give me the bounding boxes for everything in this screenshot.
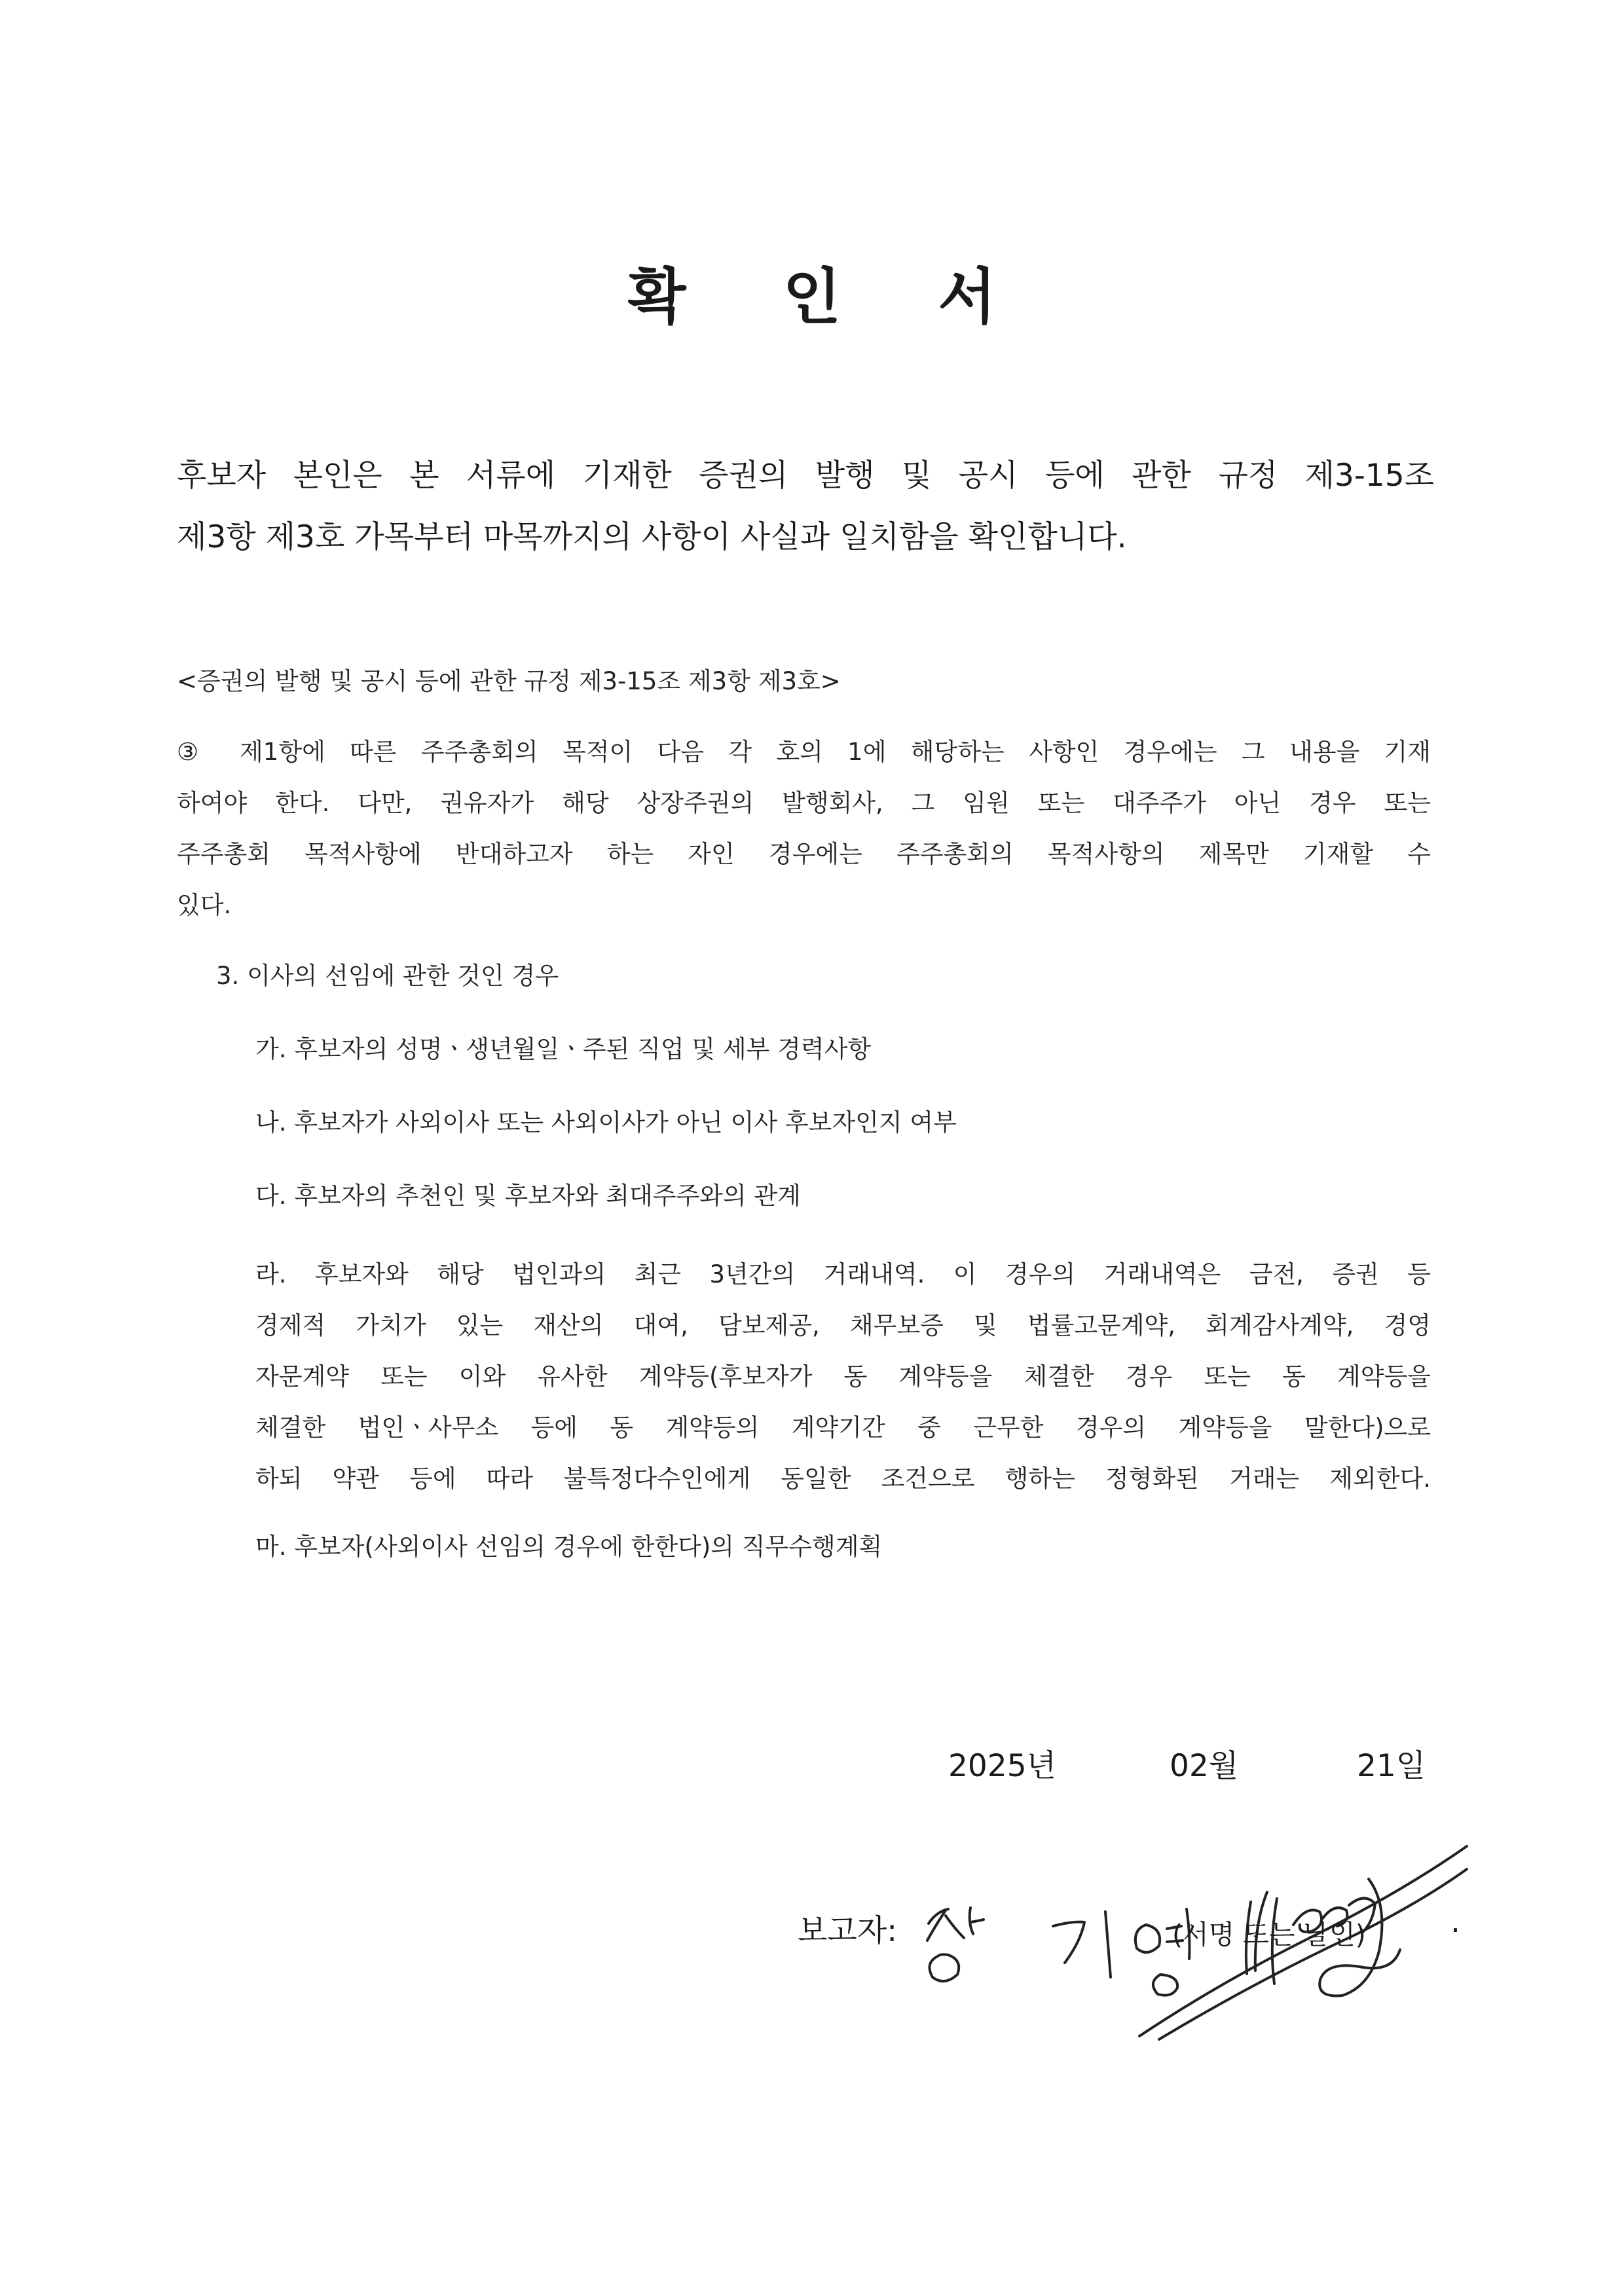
sub-item-ra-line: 체결한 법인ㆍ사무소 등에 동 계약등의 계약기간 중 근무한 경우의 계약등을 말한다)으로 (255, 1413, 1431, 1442)
sub-item-ra-line: 라. 후보자와 해당 법인과의 최근 3년간의 거래내역. 이 경우의 거래내역은 금전, 증권 등 (255, 1260, 1431, 1288)
date-month: 02월 (1170, 1748, 1239, 1784)
sub-item-ga: 가. 후보자의 성명ㆍ생년월일ㆍ주된 직업 및 세부 경력사항 (255, 1035, 872, 1063)
sub-item-ra (255, 1249, 1431, 1504)
paragraph-line: ③ 제1항에 따른 주주총회의 목적이 다음 각 호의 1에 해당하는 사항인 경우에는 그 내용을 기재 (177, 738, 1431, 766)
regulation-title: <증권의 발행 및 공시 등에 관한 규정 제3-15조 제3항 제3호> (177, 667, 841, 695)
reporter-label: 보고자: (798, 1913, 898, 1949)
intro-statement (177, 445, 1434, 568)
sub-item-ra-line: 하되 약관 등에 따라 불특정다수인에게 동일한 조건으로 행하는 정형화된 거래는 제외한다. (255, 1465, 1431, 1493)
regulation-paragraph-3 (177, 727, 1431, 931)
sub-item-ra-line: 경제적 가치가 있는 재산의 대여, 담보제공, 채무보증 및 법률고문계약, 회계감사계약, 경영 (255, 1311, 1431, 1339)
paragraph-line: 하여야 한다. 다만, 권유자가 해당 상장주권의 발행회사, 그 임원 또는 대주주가 아닌 경우 또는 (177, 789, 1431, 817)
date-day: 21일 (1357, 1748, 1426, 1784)
document-title: 확 인 서 (627, 262, 1035, 332)
sub-item-ra-line: 자문계약 또는 이와 유사한 계약등(후보자가 동 계약등을 체결한 경우 또는 동 계약등을 (255, 1362, 1431, 1391)
sub-item-da: 다. 후보자의 추천인 및 후보자와 최대주주와의 관계 (255, 1182, 801, 1210)
intro-line-1: 후보자 본인은 본 서류에 기재한 증권의 발행 및 공시 등에 관한 규정 제3-15조 (177, 458, 1434, 494)
paragraph-line: 주주총회 목적사항에 반대하고자 하는 자인 경우에는 주주총회의 목적사항의 제목만 기재할 수 (177, 840, 1431, 868)
date-year: 2025년 (948, 1748, 1057, 1784)
seal-label: (서명 또는 날인) (1172, 1919, 1366, 1950)
seal-trailing-dot: . (1450, 1904, 1460, 1940)
sub-item-na: 나. 후보자가 사외이사 또는 사외이사가 아닌 이사 후보자인지 여부 (255, 1108, 957, 1137)
item-3-heading: 3. 이사의 선임에 관한 것인 경우 (216, 962, 559, 990)
sub-item-ma: 마. 후보자(사외이사 선임의 경우에 한한다)의 직무수행계획 (255, 1533, 883, 1561)
intro-line-2: 제3항 제3호 가목부터 마목까지의 사항이 사실과 일치함을 확인합니다. (177, 519, 1127, 555)
paragraph-line: 있다. (177, 891, 232, 919)
